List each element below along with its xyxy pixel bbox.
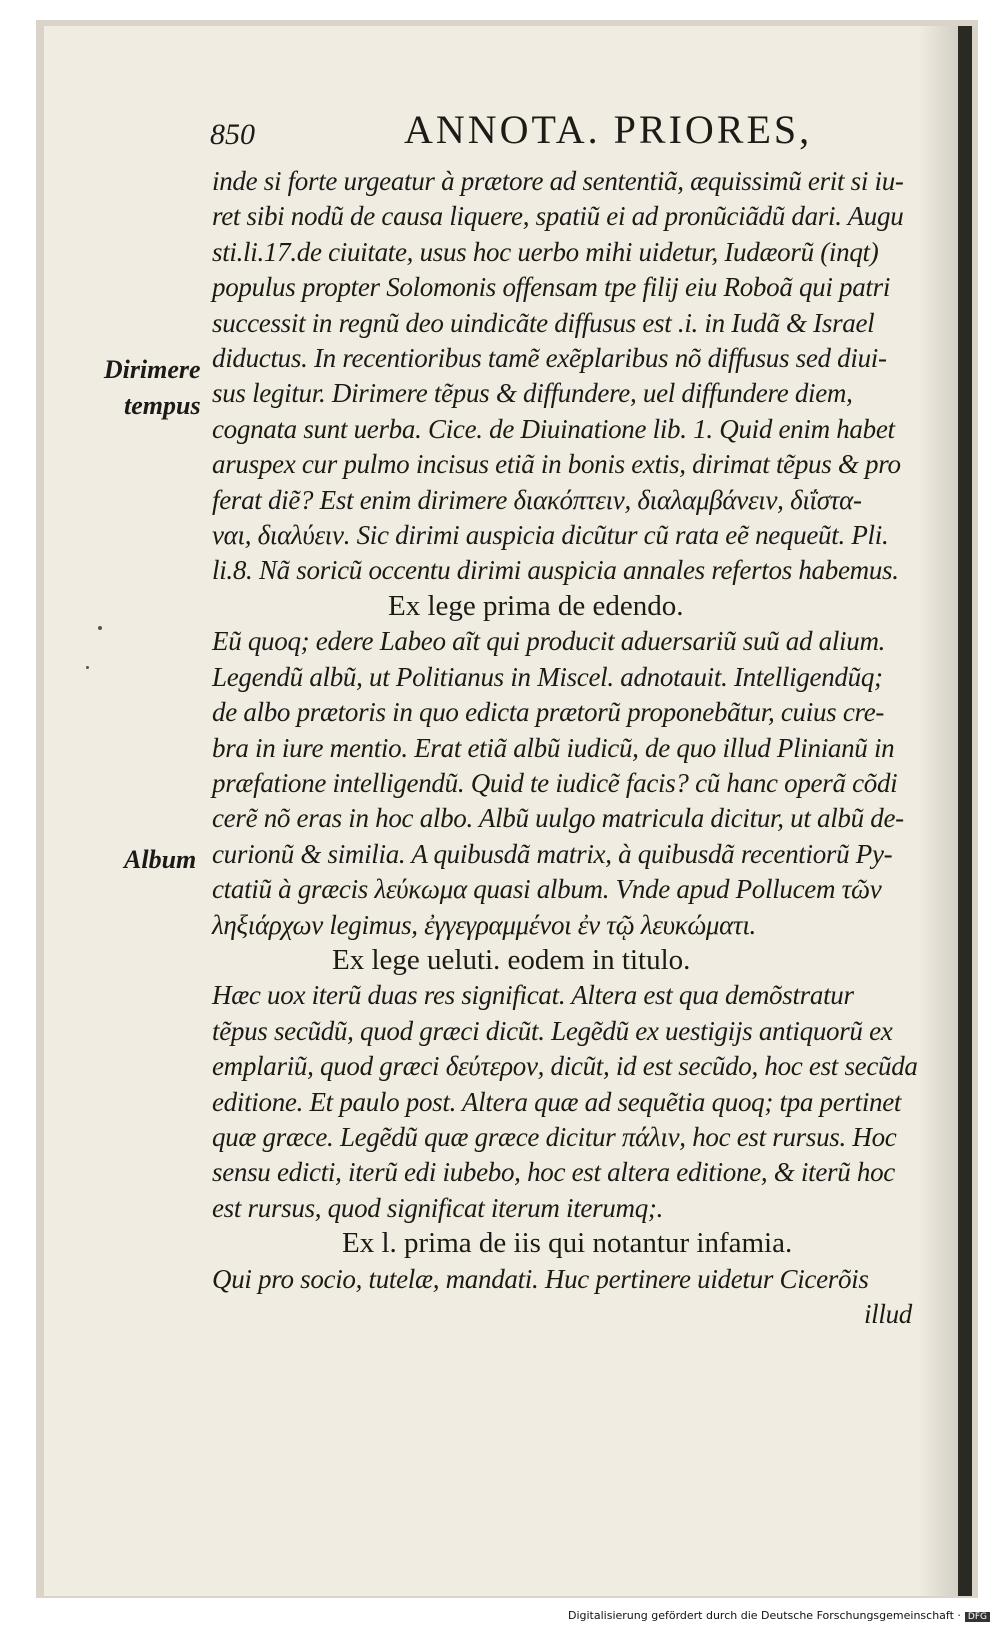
body-line: Legendũ albũ, ut Politianus in Miscel. adnotauit. Intelligendũq;: [212, 661, 883, 692]
body-line: quæ græce. Legẽdũ quæ græce dicitur πάλιν, hoc est rursus. Hoc: [212, 1121, 897, 1152]
body-line: cognata sunt uerba. Cice. de Diuinatione lib. 1. Quid enim habet: [212, 413, 895, 444]
body-line: populus propter Solomonis offensam tpe filij eiu Roboã qui patri: [212, 272, 891, 303]
dfg-badge: DFG: [965, 1612, 990, 1622]
body-line: Qui pro socio, tutelæ, mandati. Huc pertinere uidetur Cicerõis: [212, 1263, 869, 1294]
body-line: ναι, διαλύειν. Sic dirimi auspicia dicũtur cũ rata eẽ nequeũt. Pli.: [212, 520, 889, 551]
body-line: editione. Et paulo post. Altera quæ ad sequẽtia quoq; tpa pertinet: [212, 1086, 902, 1117]
body-line: de albo prætoris in quo edicta prætorũ proponebãtur, cuius cre-: [212, 697, 885, 728]
body-line: Eũ quoq; edere Labeo aĩt qui producit aduersariũ suũ ad alium.: [212, 626, 886, 657]
body-line: præfatione intelligendũ. Quid te iudicẽ facis? cũ hanc operã cõdi: [212, 767, 898, 798]
body-line: sensu edicti, iterũ edi iubebo, hoc est altera editione, & iterũ hoc: [212, 1157, 895, 1188]
body-line: diductus. In recentioribus tamẽ exẽplaribus nõ diffusus sed diui-: [212, 343, 887, 374]
running-head: ANNOTA. PRIORES,: [404, 107, 813, 152]
body-line: ληξιάρχων legimus, ἐγγεγραμμένοι ἐν τῷ λευκώματι.: [212, 909, 757, 940]
page-number: 850: [210, 118, 255, 151]
margin-note-dirimere: [96, 352, 201, 424]
body-line: cerẽ nõ eras in hoc albo. Albũ uulgo matricula dicitur, ut albũ de-: [212, 803, 904, 834]
body-line: aruspex cur pulmo incisus etiã in bonis extis, dirimat tẽpus & pro: [212, 449, 901, 480]
body-line: Hæc uox iterũ duas res significat. Altera est qua demõstratur: [212, 980, 854, 1011]
body-line: li.8. Nã soricũ occentu dirimi auspicia annales refertos habemus.: [212, 555, 899, 586]
body-line: emplariũ, quod græci δεύτερον, dicũt, id est secũdo, hoc est secũda: [212, 1051, 918, 1082]
section-heading: Ex lege ueluti. eodem in titulo.: [332, 943, 691, 976]
margin-note-dirimere-line2: tempus: [124, 391, 201, 420]
body-line: successit in regnũ deo uindicãte diffusus est .i. in Iudã & Israel: [212, 307, 875, 338]
paper-speck: [98, 626, 102, 630]
body-line: sti.li.17.de ciuitate, usus hoc uerbo mihi uidetur, Iudæorũ (inqt): [212, 236, 879, 267]
body-line: est rursus, quod significat iterum iterumq;.: [212, 1192, 664, 1223]
body-line: ret sibi nodũ de causa liquere, spatiũ ei ad pronũciãdũ dari. Augu: [212, 201, 904, 232]
body-line: ferat diẽ? Est enim dirimere διακόπτειν, διαλαμβάνειν, διΐστα-: [212, 484, 862, 515]
body-line: bra in iure mentio. Erat etiã albũ iudicũ, de quo illud Plinianũ in: [212, 732, 895, 763]
section-heading: Ex lege prima de edendo.: [388, 589, 684, 622]
page-header: [44, 106, 958, 156]
margin-note-dirimere-line1: Dirimere: [103, 355, 201, 384]
body-line: curionũ & similia. A quibusdã matrix, à quibusdã recentiorũ Py-: [212, 838, 893, 869]
digitization-credit: [568, 1609, 990, 1622]
credit-text: Digitalisierung gefördert durch die Deutsche Forschungsgemeinschaft ·: [567, 1609, 961, 1622]
body-line: sus legitur. Dirimere tẽpus & diffundere, uel diffundere diem,: [212, 378, 853, 409]
book-page: [44, 26, 972, 1596]
text-block: [212, 164, 972, 1332]
section-heading: Ex l. prima de iis qui notantur infamia.: [342, 1227, 793, 1260]
body-line: inde si forte urgeatur à prætore ad sententiã, æquissimũ erit si iu-: [212, 166, 904, 196]
body-line: ctatiũ à græcis λεύκωμα quasi album. Vnde apud Pollucem τῶν: [212, 874, 882, 905]
body-line: tẽpus secũdũ, quod græci dicũt. Legẽdũ ex uestigijs antiquorũ ex: [212, 1015, 893, 1046]
paper-speck: [86, 666, 89, 669]
margin-note-album: Album: [124, 845, 197, 874]
body-line: illud: [863, 1299, 912, 1329]
